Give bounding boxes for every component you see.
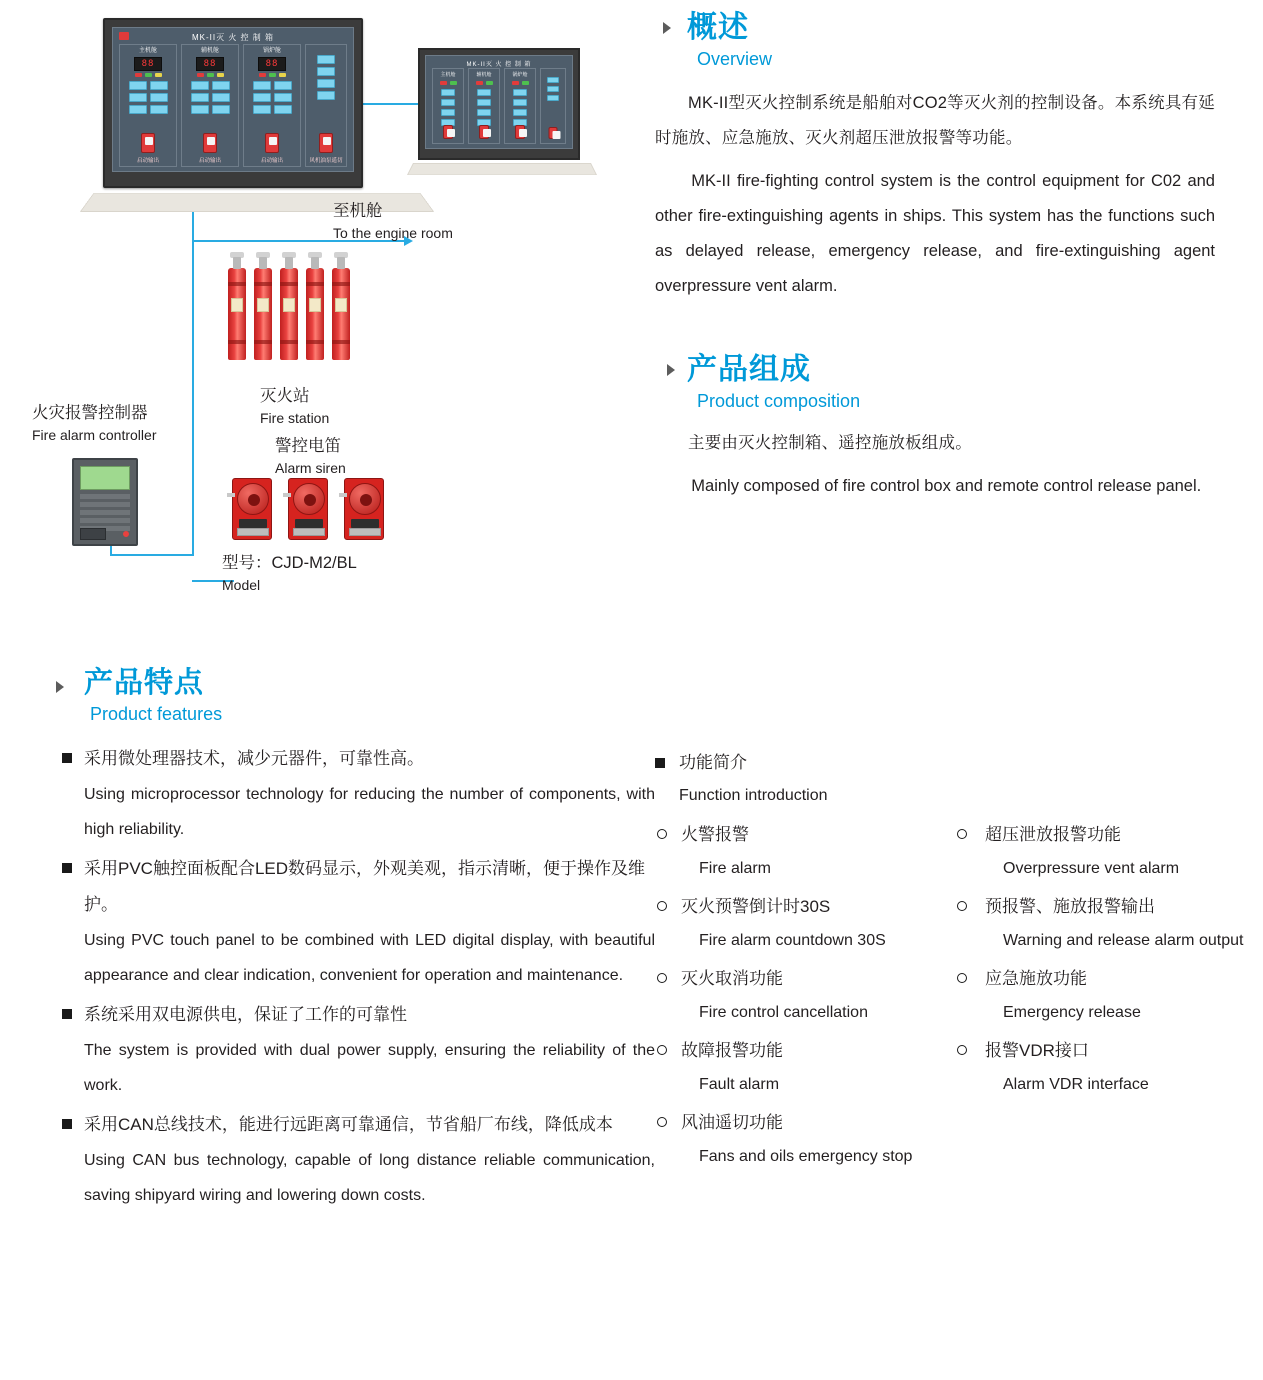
button-grid[interactable] (469, 87, 499, 128)
lamp-yellow-icon (279, 73, 286, 77)
feature-item (84, 997, 655, 1103)
function-en: Fire control cancellation (699, 1004, 868, 1021)
co2-cylinder (332, 268, 350, 360)
column-header: 主机舱 (440, 72, 456, 78)
function-en: Overpressure vent alarm (1003, 860, 1180, 877)
section-product-features (0, 665, 655, 1213)
lamp-red-icon (440, 81, 447, 85)
overview-title-en: Overview (697, 49, 773, 69)
triangle-bullet-icon (56, 681, 64, 693)
function-cn-text: 风油遥切功能 (681, 1113, 783, 1132)
base-plate (293, 528, 325, 536)
label-fire-alarm-controller (32, 402, 212, 446)
circle-bullet-icon (657, 1117, 667, 1127)
feature-cn (84, 997, 655, 1033)
lamp-yellow-icon (217, 73, 224, 77)
remote-column-aux-engine[interactable] (468, 68, 500, 144)
composition-title-en: Product composition (697, 391, 861, 411)
remote-column-boiler[interactable] (504, 68, 536, 144)
panel-button[interactable] (477, 99, 491, 106)
lamp-row (469, 81, 499, 85)
square-bullet-icon (62, 1119, 72, 1129)
panel-face (112, 27, 354, 172)
column-caption: 启动输出 (136, 158, 159, 164)
function-cn-text: 灭火取消功能 (681, 969, 783, 988)
square-bullet-icon (62, 863, 72, 873)
mount-arm-icon (227, 493, 235, 497)
overview-title-cn: 概述 (687, 11, 749, 44)
lamp-yellow-icon (155, 73, 162, 77)
co2-cylinder-group (228, 268, 358, 383)
panel-column-boiler[interactable] (243, 44, 301, 167)
column-header: 辅机舱 (476, 72, 492, 78)
panel-button[interactable] (547, 95, 559, 101)
section-header-composition (655, 352, 1215, 414)
co2-cylinder (280, 268, 298, 360)
function-cn-text: 故障报警功能 (681, 1041, 783, 1060)
neck-icon (285, 257, 293, 269)
neck-icon (259, 257, 267, 269)
panel-column-main-engine[interactable] (119, 44, 177, 167)
release-switch[interactable] (443, 125, 453, 139)
label-fire-station (260, 385, 329, 429)
feature-cn-text: 采用PVC触控面板配合LED数码显示，外观美观，指示清晰，便于操作及维护。 (84, 859, 646, 914)
function-item (955, 962, 1255, 1030)
remote-column-extra[interactable] (540, 68, 566, 144)
indicator-rows (80, 494, 130, 526)
feature-cn-text: 采用微处理器技术，减少元器件，可靠性高。 (84, 749, 424, 768)
section-function-introduction (655, 748, 1255, 1178)
release-switch[interactable] (265, 133, 279, 153)
panel-button[interactable] (212, 93, 230, 102)
lamp-red-icon (259, 73, 266, 77)
panel-button[interactable] (274, 81, 292, 90)
panel-button[interactable] (547, 86, 559, 92)
feature-item (84, 1107, 655, 1213)
function-item (655, 890, 955, 958)
section-header-features (0, 665, 655, 727)
release-switch[interactable] (479, 125, 489, 139)
panel-button[interactable] (129, 93, 147, 102)
connector-line-branch-controller (110, 554, 194, 556)
square-bullet-icon (655, 758, 665, 768)
feature-item (84, 851, 655, 993)
panel-button[interactable] (191, 93, 209, 102)
panel-button[interactable] (477, 109, 491, 116)
feature-cn (84, 851, 655, 923)
feature-cn-text: 采用CAN总线技术，能进行远距离可靠通信，节省船厂布线，降低成本 (84, 1115, 613, 1134)
product-illustration (0, 0, 655, 650)
panel-button[interactable] (513, 89, 527, 96)
function-item (655, 1034, 955, 1102)
circle-bullet-icon (657, 829, 667, 839)
panel-button[interactable] (191, 81, 209, 90)
column-header: 主机舱 (138, 48, 157, 54)
function-cn-text: 预报警、施放报警输出 (985, 897, 1155, 916)
panel-column-fan-oil-cutoff[interactable] (305, 44, 347, 167)
panel-button[interactable] (150, 81, 168, 90)
panel-button[interactable] (441, 109, 455, 116)
panel-button[interactable] (212, 81, 230, 90)
connector-line-vertical-main (192, 196, 194, 556)
box-base (407, 163, 597, 175)
function-cn (655, 818, 955, 852)
triangle-bullet-icon (667, 364, 675, 376)
lamp-row (120, 73, 176, 77)
neck-icon (311, 257, 319, 269)
panel-button[interactable] (253, 81, 271, 90)
feature-en: The system is provided with dual power supply, ensuring the reliability of the work. (84, 1042, 655, 1094)
right-text-column (655, 0, 1215, 504)
feature-cn (84, 741, 655, 777)
base-plate (349, 528, 381, 536)
bell-icon (237, 483, 269, 515)
function-title-cn: 功能简介 (679, 753, 747, 772)
function-cn (955, 818, 1255, 852)
mount-arm-icon (283, 493, 291, 497)
button-grid[interactable] (541, 71, 565, 103)
lamp-green-icon (207, 73, 214, 77)
panel-button[interactable] (129, 105, 147, 114)
strobe-icon (351, 519, 379, 528)
panel-button[interactable] (212, 105, 230, 114)
button-grid[interactable] (182, 79, 238, 116)
circle-bullet-icon (657, 973, 667, 983)
button-grid[interactable] (306, 47, 346, 102)
mount-arm-icon (339, 493, 347, 497)
label-model (222, 552, 357, 596)
feature-en: Using PVC touch panel to be combined with LED digital display, with beautiful appearance and clear indication, convenient for operation and maintenance. (84, 932, 655, 984)
column-caption: 启动输出 (198, 158, 221, 164)
column-header: 锅炉舱 (512, 72, 528, 78)
column-caption: 启动输出 (260, 158, 283, 164)
lcd-display (80, 466, 130, 490)
panel-button[interactable] (513, 99, 527, 106)
lamp-row (244, 73, 300, 77)
panel-button[interactable] (477, 89, 491, 96)
function-item (655, 962, 955, 1030)
label-model-cn: 型号：CJD-M2/BL (222, 554, 357, 572)
panel-button[interactable] (513, 109, 527, 116)
keypad[interactable] (80, 528, 106, 540)
square-bullet-icon (62, 753, 72, 763)
circle-bullet-icon (657, 1045, 667, 1055)
section-header-overview (655, 10, 1215, 72)
connector-line-remote (363, 103, 419, 105)
label-engine-room-en: To the engine room (333, 225, 453, 241)
feature-item (84, 741, 655, 847)
label-engine-room (333, 200, 453, 244)
panel-button[interactable] (150, 93, 168, 102)
function-cn (955, 962, 1255, 996)
lamp-red-icon (197, 73, 204, 77)
alarm-siren-device[interactable] (232, 478, 272, 540)
function-title-en: Function introduction (679, 787, 828, 804)
neck-icon (337, 257, 345, 269)
function-en: Emergency release (1003, 1004, 1141, 1021)
composition-paragraph-en: Mainly composed of fire control box and remote control release panel. (691, 477, 1202, 495)
function-column-right (955, 818, 1255, 1178)
overview-paragraph-en: MK-II fire-fighting control system is the control equipment for C02 and other fire-extinguishing agents in ships. This system has the functions such as delayed release, emergency release, and fire-extinguishing agent overpressure vent alarm. (655, 172, 1215, 295)
label-fire-alarm-controller-cn: 火灾报警控制器 (32, 404, 148, 422)
function-cn-text: 灭火预警倒计时30S (681, 897, 831, 916)
circle-bullet-icon (957, 829, 967, 839)
fire-control-box-main[interactable] (103, 18, 363, 188)
composition-paragraph-cn: 主要由灭火控制箱、遥控施放板组成。 (688, 434, 972, 452)
features-title-cn: 产品特点 (84, 667, 205, 699)
release-switch[interactable] (319, 133, 333, 153)
function-column-left (655, 818, 955, 1178)
panel-button[interactable] (253, 93, 271, 102)
main-box-title: MK-II灭 火 控 制 箱 (192, 33, 274, 42)
features-list (0, 741, 655, 1213)
remote-column-main-engine[interactable] (432, 68, 464, 144)
neck-icon (233, 257, 241, 269)
function-item (955, 890, 1255, 958)
feature-cn (84, 1107, 655, 1143)
lamp-green-icon (145, 73, 152, 77)
function-cn (655, 1034, 955, 1068)
label-fire-station-en: Fire station (260, 410, 330, 426)
co2-cylinder (228, 268, 246, 360)
panel-button[interactable] (317, 91, 335, 100)
status-led-icon (123, 531, 129, 537)
features-title-en: Product features (90, 704, 223, 724)
label-fire-alarm-controller-en: Fire alarm controller (32, 427, 157, 443)
function-item (655, 1106, 955, 1174)
release-switch[interactable] (549, 127, 558, 139)
function-cn (655, 890, 955, 924)
lamp-row (433, 81, 463, 85)
circle-bullet-icon (957, 901, 967, 911)
panel-button[interactable] (274, 105, 292, 114)
panel-button[interactable] (547, 77, 559, 83)
co2-cylinder (306, 268, 324, 360)
function-item (655, 818, 955, 886)
remote-release-panel[interactable] (418, 48, 580, 160)
function-item (955, 818, 1255, 886)
remote-box-title: MK-II灭 火 控 制 箱 (466, 62, 532, 68)
lamp-row (182, 73, 238, 77)
button-grid[interactable] (433, 87, 463, 128)
panel-button[interactable] (441, 99, 455, 106)
function-cn-text: 超压泄放报警功能 (985, 825, 1121, 844)
composition-title-cn: 产品组成 (687, 353, 811, 386)
button-grid[interactable] (505, 87, 535, 128)
release-switch[interactable] (515, 125, 525, 139)
column-header: 辅机舱 (200, 48, 219, 54)
function-en: Fire alarm countdown 30S (699, 932, 886, 949)
function-en: Fans and oils emergency stop (699, 1148, 913, 1165)
led-display: 88 (134, 57, 162, 71)
panel-button[interactable] (274, 93, 292, 102)
button-grid[interactable] (244, 79, 300, 116)
strobe-icon (239, 519, 267, 528)
alarm-siren-group (232, 478, 382, 554)
function-en: Fire alarm (699, 860, 772, 877)
circle-bullet-icon (957, 973, 967, 983)
function-cn-text: 应急施放功能 (985, 969, 1087, 988)
circle-bullet-icon (657, 901, 667, 911)
panel-button[interactable] (191, 105, 209, 114)
lamp-green-icon (486, 81, 493, 85)
panel-button[interactable] (317, 67, 335, 76)
lamp-row (505, 81, 535, 85)
panel-button[interactable] (150, 105, 168, 114)
release-switch[interactable] (203, 133, 217, 153)
function-cn-text: 报警VDR接口 (985, 1041, 1089, 1060)
function-cn-text: 火警报警 (681, 825, 749, 844)
function-cn (955, 890, 1255, 924)
lamp-red-icon (512, 81, 519, 85)
led-display: 88 (196, 57, 224, 71)
alarm-siren-device[interactable] (344, 478, 384, 540)
strobe-icon (295, 519, 323, 528)
label-alarm-siren-en: Alarm siren (275, 460, 346, 476)
function-en: Warning and release alarm output (1003, 932, 1244, 949)
circle-bullet-icon (957, 1045, 967, 1055)
panel-column-aux-engine[interactable] (181, 44, 239, 167)
triangle-bullet-icon (663, 22, 671, 34)
led-display: 88 (258, 57, 286, 71)
lamp-green-icon (450, 81, 457, 85)
panel-face (425, 55, 573, 149)
co2-cylinder (254, 268, 272, 360)
function-cn (655, 962, 955, 996)
function-cn (655, 1106, 955, 1140)
panel-button[interactable] (253, 105, 271, 114)
function-item (955, 1034, 1255, 1102)
fire-alarm-controller-device[interactable] (72, 458, 138, 546)
panel-button[interactable] (129, 81, 147, 90)
function-en: Alarm VDR interface (1003, 1076, 1149, 1093)
lamp-green-icon (522, 81, 529, 85)
base-plate (237, 528, 269, 536)
lamp-red-icon (135, 73, 142, 77)
label-alarm-siren-cn: 警控电笛 (275, 437, 341, 455)
panel-button[interactable] (317, 55, 335, 64)
lamp-green-icon (269, 73, 276, 77)
release-switch[interactable] (141, 133, 155, 153)
feature-en: Using CAN bus technology, capable of long distance reliable communication, saving shipyard wiring and lowering down costs. (84, 1152, 655, 1204)
function-cn (955, 1034, 1255, 1068)
panel-button[interactable] (317, 79, 335, 88)
label-fire-station-cn: 灭火站 (260, 387, 310, 405)
connector-line-controller-down (110, 546, 112, 556)
overview-paragraph-cn: MK-II型灭火控制系统是船舶对CO2等灭火剂的控制设备。本系统具有延时施放、应急施放、灭火剂超压泄放报警等功能。 (655, 94, 1215, 147)
label-engine-room-cn: 至机舱 (333, 202, 383, 220)
bell-icon (293, 483, 325, 515)
lamp-red-icon (476, 81, 483, 85)
square-bullet-icon (62, 1009, 72, 1019)
function-columns (655, 818, 1255, 1178)
label-model-en: Model (222, 577, 261, 593)
feature-cn-text: 系统采用双电源供电，保证了工作的可靠性 (84, 1005, 407, 1024)
alarm-siren-device[interactable] (288, 478, 328, 540)
bell-icon (349, 483, 381, 515)
column-header: 锅炉舱 (262, 48, 281, 54)
panel-button[interactable] (441, 89, 455, 96)
feature-en: Using microprocessor technology for reducing the number of components, with high reliability. (84, 786, 655, 838)
function-en: Fault alarm (699, 1076, 780, 1093)
column-caption: 风机油泵遥切 (309, 158, 343, 164)
button-grid[interactable] (120, 79, 176, 116)
function-title-cn-row (655, 748, 1255, 778)
label-alarm-siren (275, 435, 346, 479)
